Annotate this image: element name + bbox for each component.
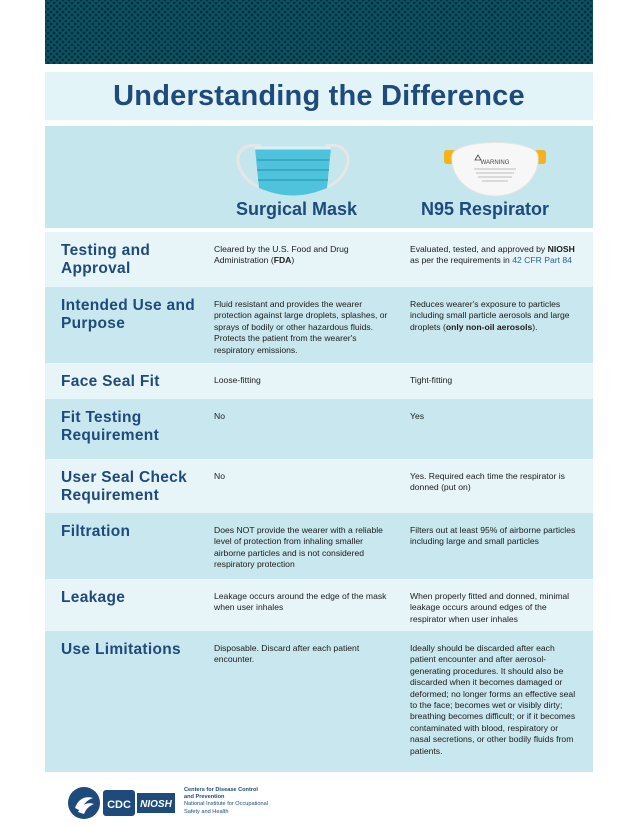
table-row [45,232,593,287]
n95-cell: Yes. Required each time the respirator is donned (put on) [410,471,565,493]
infographic-page [45,0,593,826]
n95-cell: Yes [410,411,425,421]
surgical-mask-heading: Surgical Mask [236,199,358,219]
surgical-cell: Does NOT provide the wearer with a reliable level of protection from inhaling smaller airborne particles and is not considered respiratory protection [214,525,383,570]
n95-cell: When properly fitted and donned, minimal leakage occurs around edges of the respirator when user inhales [410,591,570,624]
table-row [45,399,593,459]
row-label: Testing and Approval [61,242,151,277]
surgical-cell: Cleared by the U.S. Food and Drug Administration (FDA) [214,244,349,266]
row-label: Intended Use and Purpose [61,297,195,332]
page-title: Understanding the Difference [113,79,525,112]
column-header-band [45,126,593,228]
table-row [45,459,593,513]
n95-cell: Evaluated, tested, and approved by NIOSH as per the requirements in 42 CFR Part 84 [410,244,575,266]
title-band [45,72,593,120]
row-label: Filtration [61,523,131,540]
n95-respirator-icon [440,134,550,200]
row-label: User Seal Check Requirement [61,469,187,504]
cdc-niosh-logo [67,784,177,822]
table-row [45,287,593,363]
footer [45,778,593,826]
comparison-table [45,232,593,772]
svg-text:CDC: CDC [107,799,131,811]
surgical-cell: Disposable. Discard after each patient encounter. [214,643,360,665]
footer-agency-text: Centers for Disease Control and Prevention National Institute for Occupational Safety and Health [184,787,268,815]
n95-cell: Filters out at least 95% of airborne particles including large and small particles [410,525,576,547]
row-label: Leakage [61,589,126,606]
svg-text:WARNING: WARNING [480,160,510,166]
table-row [45,631,593,772]
surgical-cell: No [214,411,225,421]
table-row [45,363,593,399]
surgical-mask-icon [233,136,353,198]
n95-cell: Reduces wearer's exposure to particles including small particle aerosols and large droplets (only non-oil aerosols). [410,299,570,332]
table-row [45,579,593,631]
surgical-cell: Leakage occurs around the edge of the mask when user inhales [214,591,387,613]
surgical-cell: Loose-fitting [214,375,261,385]
row-label: Use Limitations [61,641,181,658]
svg-text:NIOSH: NIOSH [140,799,172,810]
n95-cell: Tight-fitting [410,375,453,385]
surgical-cell: No [214,471,225,481]
row-label: Face Seal Fit [61,373,160,390]
row-label: Fit Testing Requirement [61,409,160,444]
surgical-cell: Fluid resistant and provides the wearer protection against large droplets, splashes, or sprays of bodily or other hazardous fluids. Protects the patient from the wearer's respiratory emissions. [214,299,388,355]
table-row [45,513,593,579]
n95-respirator-heading: N95 Respirator [421,199,550,219]
n95-cell: Ideally should be discarded after each patient encounter and after aerosol-generating procedures. It should also be discarded when it becomes damaged or deformed; no longer forms an effective seal to the face; becomes wet or visibly dirty; breathing becomes difficult; or if it becomes contaminated with blood, respiratory or nasal secretions, or other bodily fluids from patients. [410,643,576,756]
header-pattern [45,0,593,64]
